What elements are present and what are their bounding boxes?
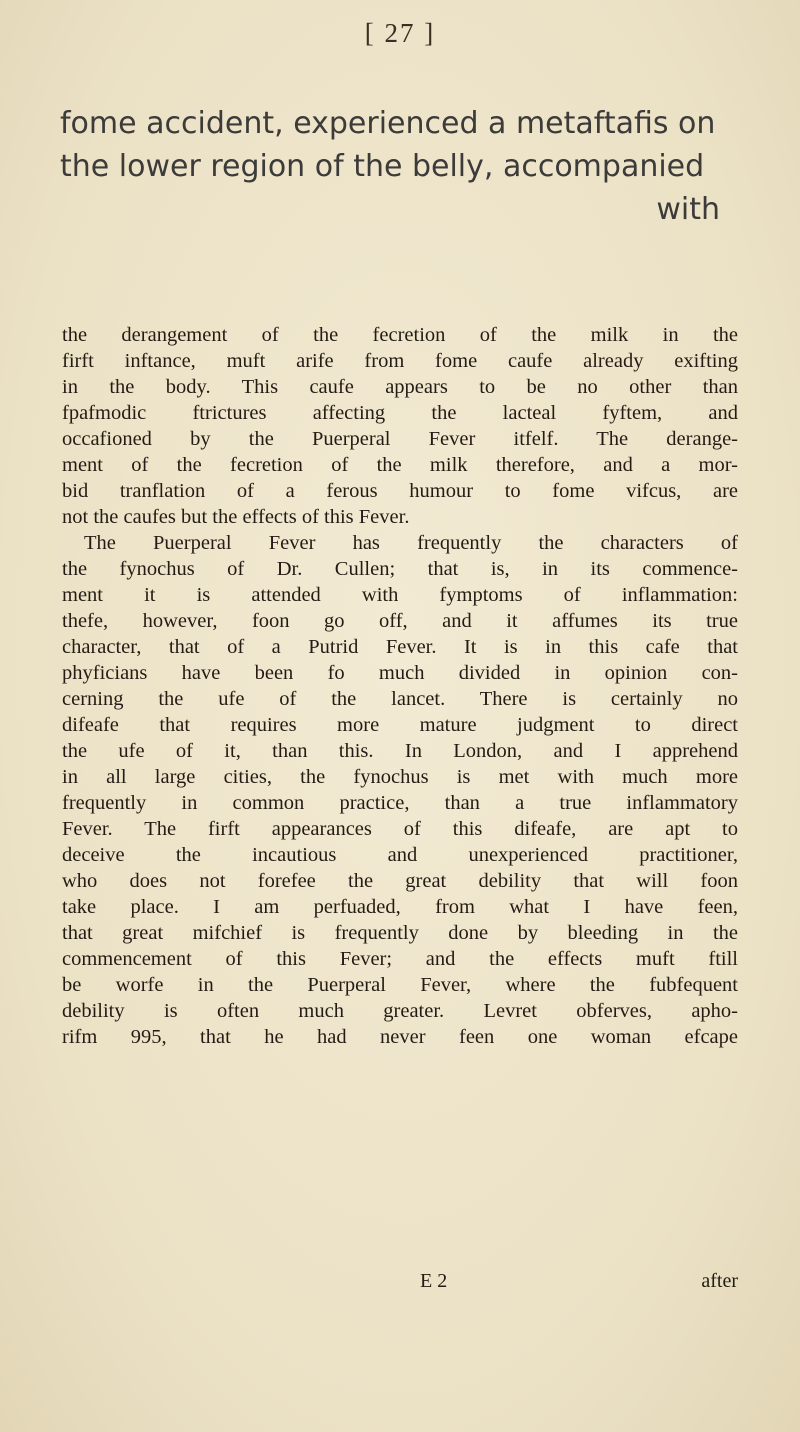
text-line: commencement of this Fever; and the effects muft ftill	[62, 948, 738, 970]
text-line: Fever. The firft appearances of this difeafe, are apt to	[62, 818, 738, 840]
text-line: be worfe in the Puerperal Fever, where the fubfequent	[62, 974, 738, 996]
text-line: character, that of a Putrid Fever. It is in this cafe that	[62, 636, 738, 658]
text-line: ment it is attended with fymptoms of inflammation:	[62, 584, 738, 606]
heading-line: with	[656, 192, 720, 227]
text-line: thefe, however, foon go off, and it affumes its true	[62, 610, 738, 632]
text-line: frequently in common practice, than a true inflammatory	[62, 792, 738, 814]
text-line: in the body. This caufe appears to be no other than	[62, 376, 738, 398]
signature-mark: E 2	[420, 1270, 448, 1292]
text-line: the derangement of the fecretion of the milk in the	[62, 324, 738, 346]
text-line: The Puerperal Fever has frequently the characters of	[84, 532, 738, 554]
text-line: rifm 995, that he had never feen one woman efcape	[62, 1026, 738, 1048]
text-line: not the caufes but the effects of this Fever.	[62, 506, 410, 528]
text-line: that great mifchief is frequently done by bleeding in the	[62, 922, 738, 944]
large-type-heading	[60, 102, 720, 231]
text-line: firft inftance, muft arife from fome caufe already exifting	[62, 350, 738, 372]
text-line: occafioned by the Puerperal Fever itfelf. The derange-	[62, 428, 738, 450]
page-number: [ 27 ]	[364, 18, 436, 48]
heading-line: fome accident, experienced a metaftafis on	[60, 106, 716, 141]
text-line: the ufe of it, than this. In London, and I apprehend	[62, 740, 738, 762]
heading-line: the lower region of the belly, accompanied	[60, 149, 705, 184]
text-line: ment of the fecretion of the milk therefore, and a mor-	[62, 454, 738, 476]
text-line: in all large cities, the fynochus is met with much more	[62, 766, 738, 788]
text-line: cerning the ufe of the lancet. There is certainly no	[62, 688, 738, 710]
text-line: who does not forefee the great debility that will foon	[62, 870, 738, 892]
page-footer	[0, 1270, 800, 1300]
text-line: phyficians have been fo much divided in opinion con-	[62, 662, 738, 684]
text-line: fpafmodic ftrictures affecting the lacteal fyftem, and	[62, 402, 738, 424]
text-line: deceive the incautious and unexperienced practitioner,	[62, 844, 738, 866]
text-line: difeafe that requires more mature judgment to direct	[62, 714, 738, 736]
text-line: take place. I am perfuaded, from what I have feen,	[62, 896, 738, 918]
text-line: bid tranflation of a ferous humour to fome vifcus, are	[62, 480, 738, 502]
body-text	[62, 322, 738, 1050]
catchword: after	[701, 1270, 738, 1292]
text-line: the fynochus of Dr. Cullen; that is, in its commence-	[62, 558, 738, 580]
text-line: debility is often much greater. Levret obferves, apho-	[62, 1000, 738, 1022]
